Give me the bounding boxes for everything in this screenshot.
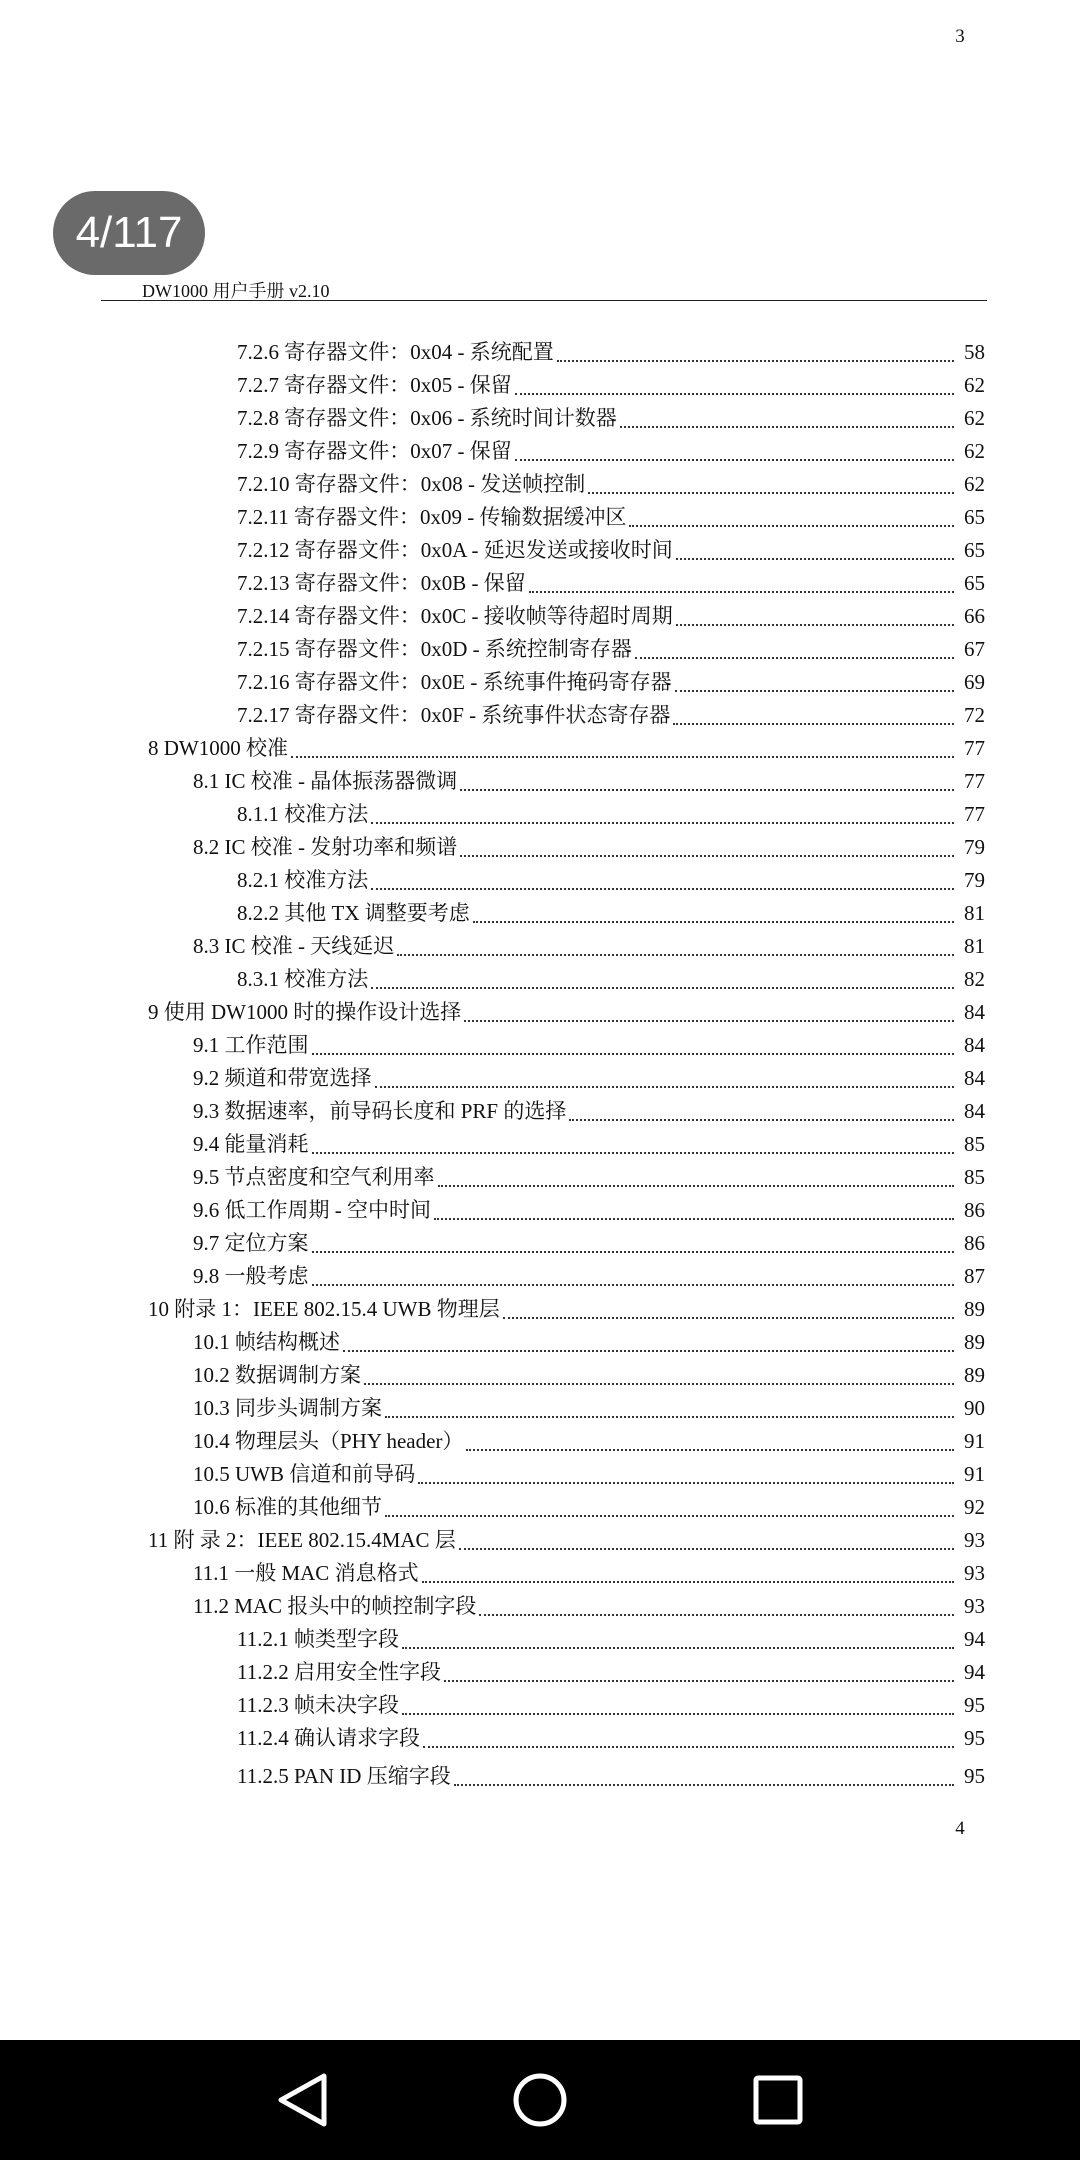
toc-entry-title: 8 DW1000 校准 [148, 736, 288, 760]
toc-entry-title: 7.2.12 寄存器文件：0x0A - 延迟发送或接收时间 [237, 538, 673, 562]
toc-entry-page: 85 [964, 1165, 985, 1189]
toc-dot-leader [464, 1020, 954, 1022]
toc-entry-title: 10.5 UWB 信道和前导码 [193, 1462, 416, 1486]
toc-entry-title: 10.1 帧结构概述 [193, 1330, 340, 1354]
toc-entry[interactable] [237, 798, 985, 831]
toc-dot-leader [423, 1746, 954, 1748]
toc-entry[interactable] [193, 1491, 985, 1524]
toc-entry-title: 7.2.8 寄存器文件：0x06 - 系统时间计数器 [237, 406, 617, 430]
toc-dot-leader [312, 1152, 955, 1154]
toc-dot-leader [385, 1515, 954, 1517]
toc-entry-page: 84 [964, 1033, 985, 1057]
toc-entry[interactable] [193, 1260, 985, 1293]
toc-dot-leader [312, 1053, 955, 1055]
toc-entry[interactable] [193, 1194, 985, 1227]
toc-dot-leader [629, 525, 954, 527]
toc-entry-title: 9.6 低工作周期 - 空中时间 [193, 1198, 431, 1222]
toc-dot-leader [635, 657, 954, 659]
toc-entry-page: 85 [964, 1132, 985, 1156]
toc-entry-title: 7.2.7 寄存器文件：0x05 - 保留 [237, 373, 512, 397]
toc-entry-page: 86 [964, 1198, 985, 1222]
toc-entry-page: 77 [964, 736, 985, 760]
toc-entry-title: 7.2.14 寄存器文件：0x0C - 接收帧等待超时周期 [237, 604, 673, 628]
toc-entry-title: 7.2.17 寄存器文件：0x0F - 系统事件状态寄存器 [237, 703, 671, 727]
toc-dot-leader [675, 690, 954, 692]
toc-entry-title: 8.1.1 校准方法 [237, 802, 369, 826]
toc-entry-page: 94 [964, 1660, 985, 1684]
toc-entry-title: 9.7 定位方案 [193, 1231, 309, 1255]
toc-entry[interactable] [193, 1095, 985, 1128]
toc-entry-page: 72 [964, 703, 985, 727]
toc-entry-title: 10 附录 1：IEEE 802.15.4 UWB 物理层 [148, 1297, 500, 1321]
document-header: DW1000 用户手册 v2.10 [142, 281, 330, 301]
toc-entry[interactable] [237, 468, 985, 501]
toc-dot-leader [473, 921, 954, 923]
toc-entry-title: 9.2 频道和带宽选择 [193, 1066, 372, 1090]
toc-dot-leader [312, 1251, 955, 1253]
toc-entry-page: 84 [964, 1000, 985, 1024]
toc-entry-page: 91 [964, 1462, 985, 1486]
toc-entry[interactable] [193, 1590, 985, 1623]
back-triangle-icon [274, 2071, 330, 2129]
toc-entry-title: 8.3.1 校准方法 [237, 967, 369, 991]
toc-entry-title: 7.2.9 寄存器文件：0x07 - 保留 [237, 439, 512, 463]
toc-dot-leader [422, 1581, 954, 1583]
toc-entry-page: 62 [964, 373, 985, 397]
recent-apps-button[interactable] [738, 2064, 818, 2136]
toc-entry[interactable] [193, 1062, 985, 1095]
toc-entry-page: 95 [964, 1764, 985, 1788]
toc-entry[interactable] [193, 1392, 985, 1425]
toc-entry[interactable] [193, 1029, 985, 1062]
toc-entry-page: 84 [964, 1099, 985, 1123]
toc-entry-page: 65 [964, 571, 985, 595]
toc-dot-leader [291, 756, 954, 758]
toc-entry[interactable] [237, 336, 985, 369]
toc-entry[interactable] [237, 1656, 985, 1689]
toc-entry-title: 10.3 同步头调制方案 [193, 1396, 382, 1420]
toc-entry[interactable] [237, 963, 985, 996]
toc-dot-leader [459, 1548, 954, 1550]
toc-entry-title: 10.2 数据调制方案 [193, 1363, 361, 1387]
toc-entry[interactable] [193, 1359, 985, 1392]
toc-entry[interactable] [193, 1326, 985, 1359]
toc-dot-leader [418, 1482, 954, 1484]
page-indicator-badge: 4/117 [53, 191, 205, 275]
toc-dot-leader [402, 1713, 954, 1715]
toc-entry-title: 11 附 录 2：IEEE 802.15.4MAC 层 [148, 1528, 456, 1552]
toc-entry-page: 90 [964, 1396, 985, 1420]
toc-entry[interactable] [193, 765, 985, 798]
toc-entry-title: 11.2 MAC 报头中的帧控制字段 [193, 1594, 477, 1618]
toc-entry-page: 92 [964, 1495, 985, 1519]
toc-entry[interactable] [237, 1722, 985, 1755]
toc-entry[interactable] [193, 1227, 985, 1260]
toc-entry-title: 7.2.10 寄存器文件：0x08 - 发送帧控制 [237, 472, 586, 496]
toc-entry-page: 94 [964, 1627, 985, 1651]
toc-entry-page: 82 [964, 967, 985, 991]
toc-entry[interactable] [237, 1760, 985, 1793]
toc-entry-page: 66 [964, 604, 985, 628]
toc-dot-leader [466, 1449, 954, 1451]
toc-entry-page: 79 [964, 868, 985, 892]
toc-entry-page: 93 [964, 1528, 985, 1552]
toc-entry-title: 9.1 工作范围 [193, 1033, 309, 1057]
toc-entry[interactable] [237, 864, 985, 897]
toc-entry[interactable] [237, 1689, 985, 1722]
toc-entry-title: 11.1 一般 MAC 消息格式 [193, 1561, 419, 1585]
toc-entry-title: 9.5 节点密度和空气利用率 [193, 1165, 435, 1189]
toc-entry-title: 8.3 IC 校准 - 天线延迟 [193, 934, 395, 958]
toc-entry-page: 86 [964, 1231, 985, 1255]
toc-entry[interactable] [237, 435, 985, 468]
back-button[interactable] [262, 2064, 342, 2136]
toc-dot-leader [371, 987, 954, 989]
toc-dot-leader [454, 1784, 954, 1786]
toc-dot-leader [444, 1680, 954, 1682]
toc-entry-page: 93 [964, 1594, 985, 1618]
toc-dot-leader [503, 1317, 954, 1319]
toc-entry-title: 7.2.16 寄存器文件：0x0E - 系统事件掩码寄存器 [237, 670, 672, 694]
toc-entry-title: 7.2.6 寄存器文件：0x04 - 系统配置 [237, 340, 554, 364]
toc-entry-title: 11.2.1 帧类型字段 [237, 1627, 399, 1651]
toc-dot-leader [529, 591, 954, 593]
toc-entry-title: 11.2.3 帧未决字段 [237, 1693, 399, 1717]
toc-entry-page: 95 [964, 1693, 985, 1717]
home-circle-icon [511, 2071, 569, 2129]
toc-entry-page: 95 [964, 1726, 985, 1750]
toc-dot-leader [434, 1218, 954, 1220]
toc-entry-page: 62 [964, 439, 985, 463]
toc-entry-title: 8.2.1 校准方法 [237, 868, 369, 892]
toc-entry-page: 89 [964, 1297, 985, 1321]
toc-entry-page: 67 [964, 637, 985, 661]
toc-entry[interactable] [193, 1425, 985, 1458]
toc-entry[interactable] [193, 1557, 985, 1590]
toc-entry-title: 9.4 能量消耗 [193, 1132, 309, 1156]
toc-entry[interactable] [237, 369, 985, 402]
toc-entry-title: 7.2.15 寄存器文件：0x0D - 系统控制寄存器 [237, 637, 632, 661]
toc-entry[interactable] [193, 1161, 985, 1194]
header-rule [101, 300, 987, 301]
toc-dot-leader [402, 1647, 954, 1649]
toc-dot-leader [676, 624, 954, 626]
toc-dot-leader [460, 855, 954, 857]
toc-entry-title: 7.2.13 寄存器文件：0x0B - 保留 [237, 571, 526, 595]
toc-entry[interactable] [237, 600, 985, 633]
toc-entry-title: 8.1 IC 校准 - 晶体振荡器微调 [193, 769, 458, 793]
page-number-bottom: 4 [955, 1818, 965, 1839]
recent-square-icon [752, 2074, 804, 2126]
toc-entry[interactable] [148, 996, 985, 1029]
toc-entry-page: 65 [964, 538, 985, 562]
toc-dot-leader [673, 723, 954, 725]
toc-entry[interactable] [237, 1623, 985, 1656]
toc-entry[interactable] [148, 1524, 985, 1557]
toc-entry[interactable] [193, 831, 985, 864]
toc-dot-leader [460, 789, 954, 791]
toc-entry[interactable] [237, 402, 985, 435]
toc-dot-leader [371, 888, 954, 890]
toc-entry-title: 7.2.11 寄存器文件：0x09 - 传输数据缓冲区 [237, 505, 627, 529]
toc-entry-page: 91 [964, 1429, 985, 1453]
toc-entry-page: 62 [964, 406, 985, 430]
toc-dot-leader [479, 1614, 954, 1616]
toc-entry-title: 11.2.5 PAN ID 压缩字段 [237, 1764, 451, 1788]
home-button[interactable] [500, 2064, 580, 2136]
toc-entry-page: 84 [964, 1066, 985, 1090]
toc-entry[interactable] [237, 534, 985, 567]
toc-entry[interactable] [193, 1458, 985, 1491]
toc-dot-leader [557, 360, 954, 362]
toc-dot-leader [438, 1185, 955, 1187]
toc-entry-page: 58 [964, 340, 985, 364]
toc-entry[interactable] [193, 930, 985, 963]
toc-entry-page: 89 [964, 1330, 985, 1354]
toc-dot-leader [515, 459, 954, 461]
toc-entry[interactable] [193, 1128, 985, 1161]
navigation-bar [0, 2040, 1080, 2160]
toc-entry-title: 9 使用 DW1000 时的操作设计选择 [148, 1000, 462, 1024]
toc-entry-title: 9.8 一般考虑 [193, 1264, 309, 1288]
toc-dot-leader [588, 492, 954, 494]
toc-entry-page: 79 [964, 835, 985, 859]
toc-dot-leader [375, 1086, 955, 1088]
toc-entry-page: 93 [964, 1561, 985, 1585]
page-number-top: 3 [955, 26, 965, 47]
toc-dot-leader [676, 558, 954, 560]
toc-dot-leader [312, 1284, 955, 1286]
toc-entry-title: 10.6 标准的其他细节 [193, 1495, 382, 1519]
toc-dot-leader [515, 393, 954, 395]
toc-entry[interactable] [237, 666, 985, 699]
toc-entry-title: 11.2.2 启用安全性字段 [237, 1660, 441, 1684]
toc-entry-title: 10.4 物理层头（PHY header） [193, 1429, 464, 1453]
toc-dot-leader [620, 426, 954, 428]
toc-entry-page: 77 [964, 769, 985, 793]
toc-dot-leader [343, 1350, 954, 1352]
toc-entry[interactable] [237, 633, 985, 666]
toc-entry[interactable] [237, 699, 985, 732]
toc-entry-page: 81 [964, 934, 985, 958]
toc-entry[interactable] [148, 732, 985, 765]
toc-entry[interactable] [148, 1293, 985, 1326]
toc-entry[interactable] [237, 897, 985, 930]
toc-entry-title: 8.2 IC 校准 - 发射功率和频谱 [193, 835, 458, 859]
toc-entry-page: 69 [964, 670, 985, 694]
toc-dot-leader [385, 1416, 954, 1418]
toc-dot-leader [397, 954, 954, 956]
toc-dot-leader [364, 1383, 954, 1385]
toc-entry-title: 8.2.2 其他 TX 调整要考虑 [237, 901, 470, 925]
toc-entry-page: 87 [964, 1264, 985, 1288]
toc-entry-title: 9.3 数据速率，前导码长度和 PRF 的选择 [193, 1099, 567, 1123]
toc-entry-title: 11.2.4 确认请求字段 [237, 1726, 420, 1750]
toc-entry-page: 65 [964, 505, 985, 529]
toc-entry[interactable] [237, 567, 985, 600]
toc-dot-leader [371, 822, 954, 824]
toc-entry-page: 89 [964, 1363, 985, 1387]
toc-entry-page: 77 [964, 802, 985, 826]
toc-dot-leader [569, 1119, 954, 1121]
toc-entry-page: 81 [964, 901, 985, 925]
toc-entry-page: 62 [964, 472, 985, 496]
toc-entry[interactable] [237, 501, 985, 534]
